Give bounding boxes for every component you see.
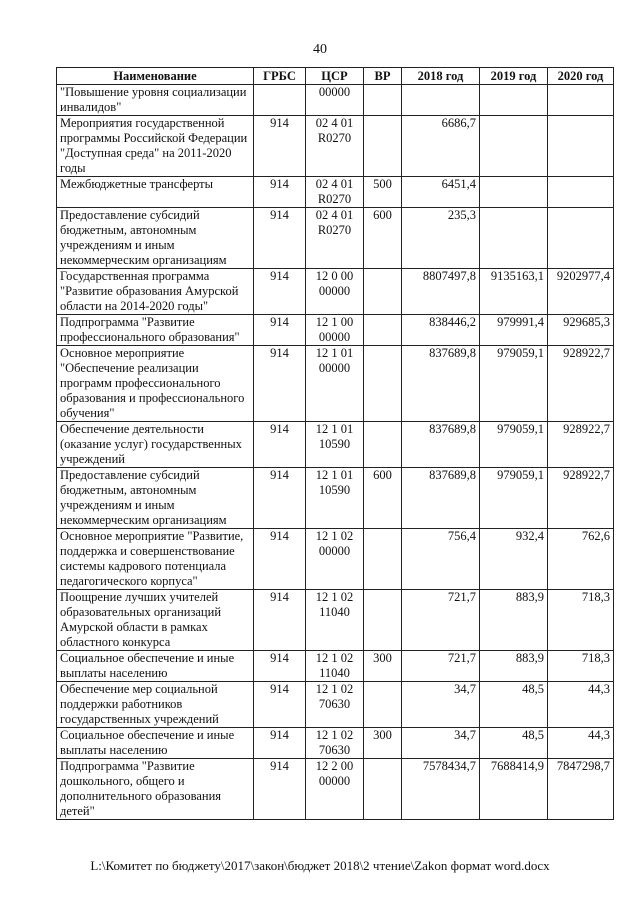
table-row: [57, 269, 614, 315]
cell-grbs: 914: [254, 759, 306, 820]
table-row: [57, 682, 614, 728]
table-row: [57, 728, 614, 759]
cell-name: Подпрограмма "Развитие профессионального образования": [57, 315, 254, 346]
header-grbs: ГРБС: [254, 68, 306, 85]
cell-y2019: 979059,1: [480, 468, 548, 529]
cell-name: Предоставление субсидий бюджетным, автономным учреждениям и иным некоммерческим организациям: [57, 468, 254, 529]
cell-y2020: 7847298,7: [548, 759, 614, 820]
cell-vr: [364, 315, 402, 346]
cell-y2020: 44,3: [548, 728, 614, 759]
cell-grbs: 914: [254, 269, 306, 315]
cell-y2018: 7578434,7: [402, 759, 480, 820]
cell-name: Подпрограмма "Развитие дошкольного, общего и дополнительного образования детей": [57, 759, 254, 820]
cell-y2020: [548, 177, 614, 208]
cell-y2020: 718,3: [548, 590, 614, 651]
table-row: [57, 177, 614, 208]
header-2018: 2018 год: [402, 68, 480, 85]
cell-name: Социальное обеспечение и иные выплаты населению: [57, 728, 254, 759]
table-row: [57, 208, 614, 269]
cell-y2019: 7688414,9: [480, 759, 548, 820]
cell-csr: 12 0 00 00000: [306, 269, 364, 315]
cell-grbs: 914: [254, 422, 306, 468]
table-row: [57, 590, 614, 651]
cell-vr: [364, 759, 402, 820]
cell-grbs: 914: [254, 468, 306, 529]
cell-csr: 12 1 01 00000: [306, 346, 364, 422]
table-row: [57, 346, 614, 422]
table-body: [57, 85, 614, 820]
cell-vr: 600: [364, 468, 402, 529]
cell-vr: [364, 116, 402, 177]
cell-y2019: 979991,4: [480, 315, 548, 346]
table-row: [57, 315, 614, 346]
header-csr: ЦСР: [306, 68, 364, 85]
cell-vr: 300: [364, 728, 402, 759]
cell-csr: 02 4 01 R0270: [306, 116, 364, 177]
cell-csr: 12 1 02 70630: [306, 728, 364, 759]
cell-grbs: 914: [254, 529, 306, 590]
cell-y2018: 837689,8: [402, 422, 480, 468]
cell-y2019: [480, 85, 548, 116]
file-path-footer: L:\Комитет по бюджету\2017\закон\бюджет 2018\2 чтение\Zakon формат word.docx: [90, 858, 550, 873]
cell-grbs: [254, 85, 306, 116]
cell-y2019: 979059,1: [480, 422, 548, 468]
cell-grbs: 914: [254, 177, 306, 208]
cell-csr: 00000: [306, 85, 364, 116]
cell-y2019: 979059,1: [480, 346, 548, 422]
cell-y2018: 8807497,8: [402, 269, 480, 315]
cell-y2019: [480, 208, 548, 269]
cell-y2020: [548, 85, 614, 116]
table-row: [57, 759, 614, 820]
cell-vr: [364, 422, 402, 468]
cell-csr: 12 1 02 70630: [306, 682, 364, 728]
cell-vr: 300: [364, 651, 402, 682]
cell-csr: 12 1 02 11040: [306, 590, 364, 651]
cell-csr: 12 2 00 00000: [306, 759, 364, 820]
cell-y2020: [548, 208, 614, 269]
cell-name: Поощрение лучших учителей образовательных организаций Амурской области в рамках областного конкурса: [57, 590, 254, 651]
cell-csr: 12 1 02 11040: [306, 651, 364, 682]
cell-y2018: [402, 85, 480, 116]
cell-name: Социальное обеспечение и иные выплаты населению: [57, 651, 254, 682]
table-row: [57, 529, 614, 590]
cell-y2019: 48,5: [480, 682, 548, 728]
cell-name: Основное мероприятие "Развитие, поддержка и совершенствование системы кадрового потенциала педагогического корпуса": [57, 529, 254, 590]
cell-vr: [364, 529, 402, 590]
cell-vr: 600: [364, 208, 402, 269]
cell-y2018: 837689,8: [402, 468, 480, 529]
cell-y2020: 44,3: [548, 682, 614, 728]
cell-y2018: 837689,8: [402, 346, 480, 422]
cell-y2019: 883,9: [480, 651, 548, 682]
cell-name: Обеспечение деятельности (оказание услуг) государственных учреждений: [57, 422, 254, 468]
cell-y2018: 6686,7: [402, 116, 480, 177]
cell-grbs: 914: [254, 682, 306, 728]
cell-y2018: 756,4: [402, 529, 480, 590]
cell-y2020: [548, 116, 614, 177]
cell-y2020: 762,6: [548, 529, 614, 590]
table-row: [57, 116, 614, 177]
cell-grbs: 914: [254, 728, 306, 759]
header-2020: 2020 год: [548, 68, 614, 85]
cell-grbs: 914: [254, 651, 306, 682]
cell-y2019: 9135163,1: [480, 269, 548, 315]
cell-y2019: 932,4: [480, 529, 548, 590]
cell-csr: 12 1 01 10590: [306, 422, 364, 468]
cell-y2020: 9202977,4: [548, 269, 614, 315]
header-name: Наименование: [57, 68, 254, 85]
cell-y2018: 34,7: [402, 682, 480, 728]
cell-y2020: 929685,3: [548, 315, 614, 346]
table-row: [57, 651, 614, 682]
cell-grbs: 914: [254, 346, 306, 422]
cell-grbs: 914: [254, 590, 306, 651]
cell-y2018: 838446,2: [402, 315, 480, 346]
cell-vr: [364, 346, 402, 422]
cell-csr: 02 4 01 R0270: [306, 177, 364, 208]
cell-y2018: 34,7: [402, 728, 480, 759]
cell-y2019: [480, 177, 548, 208]
cell-vr: [364, 85, 402, 116]
cell-y2018: 721,7: [402, 590, 480, 651]
page-number: 40: [313, 42, 327, 57]
cell-grbs: 914: [254, 116, 306, 177]
cell-csr: 12 1 01 10590: [306, 468, 364, 529]
cell-grbs: 914: [254, 315, 306, 346]
cell-y2018: 721,7: [402, 651, 480, 682]
cell-name: Основное мероприятие "Обеспечение реализации программ профессионального образования и профессионального обучения": [57, 346, 254, 422]
cell-y2019: 48,5: [480, 728, 548, 759]
cell-y2018: 6451,4: [402, 177, 480, 208]
cell-y2019: 883,9: [480, 590, 548, 651]
cell-y2020: 928922,7: [548, 422, 614, 468]
cell-vr: [364, 682, 402, 728]
header-vr: ВР: [364, 68, 402, 85]
cell-name: Обеспечение мер социальной поддержки работников государственных учреждений: [57, 682, 254, 728]
cell-y2019: [480, 116, 548, 177]
cell-name: Мероприятия государственной программы Российской Федерации "Доступная среда" на 2011-2020 годы: [57, 116, 254, 177]
cell-name: Предоставление субсидий бюджетным, автономным учреждениям и иным некоммерческим организациям: [57, 208, 254, 269]
cell-name: Государственная программа "Развитие образования Амурской области на 2014-2020 годы": [57, 269, 254, 315]
cell-y2020: 928922,7: [548, 346, 614, 422]
cell-grbs: 914: [254, 208, 306, 269]
header-2019: 2019 год: [480, 68, 548, 85]
table-row: [57, 422, 614, 468]
budget-table: [56, 67, 614, 820]
header-row: [57, 68, 614, 85]
cell-y2018: 235,3: [402, 208, 480, 269]
cell-y2020: 928922,7: [548, 468, 614, 529]
cell-name: Межбюджетные трансферты: [57, 177, 254, 208]
table-row: [57, 85, 614, 116]
cell-csr: 12 1 02 00000: [306, 529, 364, 590]
cell-y2020: 718,3: [548, 651, 614, 682]
cell-vr: [364, 269, 402, 315]
cell-vr: 500: [364, 177, 402, 208]
cell-csr: 12 1 00 00000: [306, 315, 364, 346]
cell-vr: [364, 590, 402, 651]
cell-name: "Повышение уровня социализации инвалидов": [57, 85, 254, 116]
cell-csr: 02 4 01 R0270: [306, 208, 364, 269]
table-row: [57, 468, 614, 529]
